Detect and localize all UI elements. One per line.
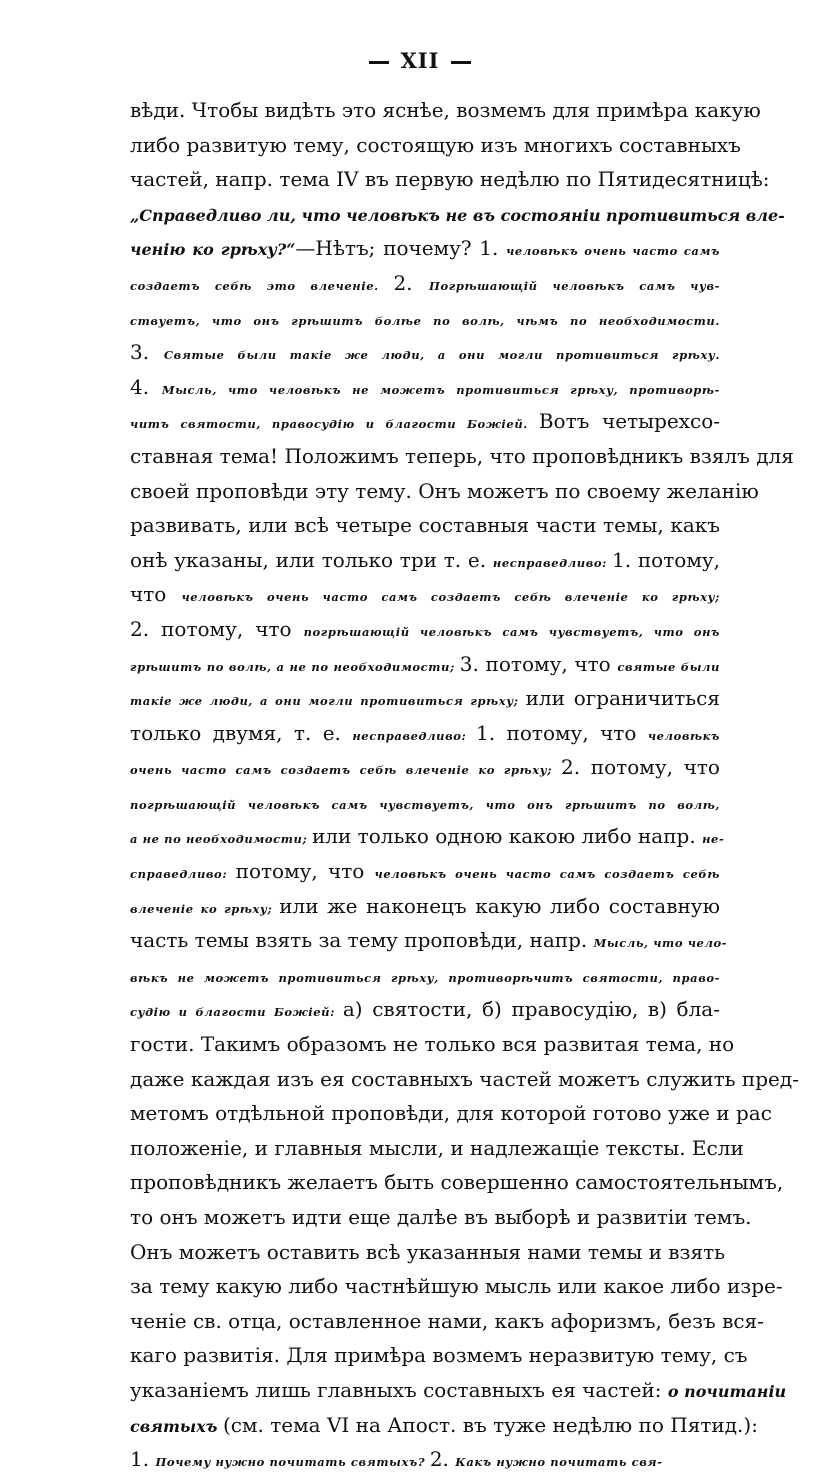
text-segment: проповѣдникъ желаетъ быть совершенно самостоятельнымъ, [130, 1170, 784, 1195]
text-line [130, 197, 785, 232]
emphasis-segment: ченiю ко грѣху?“ [130, 240, 296, 260]
small-type-segment: судiю и благости Божiей: [130, 1005, 343, 1020]
text-segment: даже каждая изъ ея составныхъ частей можетъ служить пред- [130, 1066, 799, 1091]
text-segment: ставная тема! Положимъ теперь, что проповѣдникъ взялъ для [130, 443, 794, 468]
text-segment: каго развитiя. Для примѣра возмемъ неразвитую тему, съ [130, 1343, 748, 1368]
small-type-segment: Погрѣшающiй человѣкъ самъ чув- [429, 278, 720, 293]
text-line [130, 716, 720, 751]
small-type-segment: Какъ нужно почитать свя- [455, 1455, 663, 1470]
text-line [130, 1408, 758, 1443]
text-line [130, 1269, 783, 1304]
text-line [130, 439, 794, 474]
small-type-segment: такiе же люди, а они могли противиться грѣху; [130, 694, 526, 709]
text-line [130, 889, 720, 924]
emphasis-segment: о почитанiи [667, 1381, 787, 1401]
text-line [130, 266, 720, 301]
text-segment: частей, напр. тема IV въ первую недѣлю по Пятидесятницѣ: [130, 167, 770, 192]
text-line [130, 992, 720, 1027]
text-segment: то онъ можетъ идти еще далѣе въ выборѣ и развитiи темъ. [130, 1205, 752, 1229]
text-line [130, 404, 720, 439]
text-segment: онѣ указаны, или только три т. е. [130, 547, 493, 572]
text-line [130, 1096, 772, 1131]
text-line [130, 1304, 764, 1339]
small-type-segment: ствуетъ, что онъ грѣшитъ болѣе по волѣ, чѣмъ по необходимости. [130, 313, 720, 328]
text-segment: указанiемъ лишь главныхъ составныхъ ея частей: [130, 1377, 668, 1402]
small-type-segment: читъ святости, правосудiю и благости Божiей. [130, 417, 539, 432]
text-segment: или только одною какою либо напр. [311, 824, 703, 849]
small-type-segment: погрѣшающiй человѣкъ самъ чувствуетъ, что онъ грѣшитъ по волѣ, [130, 797, 720, 812]
small-type-segment: человѣкъ очень часто самъ создаетъ себѣ [374, 867, 720, 882]
text-segment: вѣди. Чтобы видѣть это яснѣе, возмемъ для примѣра какую [130, 98, 761, 122]
small-type-segment: Мысль, что человѣкъ не можетъ противиться грѣху, противорѣ- [161, 382, 720, 397]
text-line [130, 543, 720, 578]
left-dash [369, 61, 389, 64]
page-number: XII [400, 48, 440, 73]
text-segment: что [130, 582, 182, 607]
text-line [130, 474, 759, 509]
text-line [130, 1338, 748, 1373]
small-type-segment: а не по необходимости; [130, 832, 312, 847]
text-segment: (см. тема VI на Апост. въ туже недѣлю по Пятид.): [222, 1412, 758, 1437]
small-type-segment: очень часто самъ создаетъ себѣ влеченiе ко грѣху; [130, 763, 562, 778]
small-type-segment: Святые были такiе же люди, а они могли противиться грѣху. [163, 348, 720, 363]
text-segment: 2. [393, 270, 430, 295]
text-line [130, 612, 720, 647]
text-line [130, 1200, 752, 1235]
text-line [130, 162, 770, 197]
page-header [0, 48, 840, 73]
text-line [130, 750, 720, 785]
text-line [130, 854, 720, 889]
text-line [130, 923, 728, 958]
text-segment: только двумя, т. е. [130, 720, 353, 745]
small-type-segment: не- [702, 832, 725, 847]
text-segment: 1. потому, что [476, 720, 648, 745]
text-segment: 1. потому, [611, 547, 720, 572]
small-type-segment: несправедливо: [492, 555, 612, 570]
text-segment: 4. [130, 374, 162, 399]
text-segment: гости. Такимъ образомъ не только вся развитая тема, но [130, 1032, 735, 1057]
text-segment: 2. потому, что [130, 616, 304, 641]
text-segment: Онъ можетъ оставить всѣ указанныя нами темы и взять [130, 1239, 726, 1264]
text-line [130, 958, 720, 993]
text-line [130, 301, 720, 336]
text-segment: Вотъ четырехсо- [538, 409, 721, 434]
text-segment: своей проповѣди эту тему. Онъ можетъ по своему желанiю [130, 478, 759, 503]
text-segment: 1. [130, 1447, 156, 1472]
small-type-segment: вѣкъ не можетъ противиться грѣху, противорѣчитъ святости, право- [130, 970, 720, 985]
text-segment: 3. потому, что [459, 651, 618, 676]
small-type-segment: человѣкъ очень часто самъ [506, 244, 720, 259]
text-line [130, 1165, 784, 1200]
small-type-segment: Почему нужно почитать святыхъ? [155, 1455, 430, 1470]
emphasis-segment: „Справедливо ли, что человѣкъ не въ состоянiи противиться вле- [130, 205, 785, 225]
text-segment: потому, что [235, 859, 375, 884]
emphasis-segment: святыхъ [130, 1416, 223, 1436]
text-line [130, 128, 741, 163]
text-line [130, 785, 720, 820]
text-segment: метомъ отдѣльной проповѣди, для которой готово уже и рас [130, 1101, 772, 1126]
right-dash [451, 61, 471, 64]
small-type-segment: справедливо: [130, 867, 236, 882]
text-segment: 3. [130, 340, 164, 365]
text-segment: часть темы взять за тему проповѣди, напр. [130, 928, 594, 953]
text-segment: либо развитую тему, состоящую изъ многихъ составныхъ [130, 132, 741, 157]
text-line [130, 1062, 799, 1097]
text-line [130, 819, 725, 854]
text-line [130, 231, 720, 266]
text-line [130, 647, 720, 682]
text-segment: 2. потому, что [561, 755, 720, 780]
text-segment: развивать, или всѣ четыре составныя части темы, какъ [130, 513, 720, 538]
small-type-segment: грѣшитъ по волѣ, а не по необходимости; [130, 659, 460, 674]
small-type-segment: человѣкъ [647, 728, 721, 743]
text-segment: за тему какую либо частнѣйшую мысль или какое либо изре- [130, 1274, 783, 1299]
text-line [130, 577, 720, 612]
text-line [130, 508, 720, 543]
text-line [130, 1373, 787, 1408]
small-type-segment: Мысль, что чело- [593, 936, 728, 951]
small-type-segment: святые были [617, 659, 720, 674]
page-body-text [130, 93, 799, 1477]
small-type-segment: человѣкъ очень часто самъ создаетъ себѣ влеченiе ко грѣху; [181, 590, 720, 605]
text-line [130, 93, 761, 128]
text-line [130, 681, 720, 716]
text-segment: ченiе св. отца, оставленное нами, какъ афоризмъ, безъ вся- [130, 1308, 764, 1333]
small-type-segment: влеченiе ко грѣху; [130, 901, 280, 916]
text-line [130, 1235, 726, 1270]
text-segment: а) святости, б) правосудiю, в) бла- [342, 997, 720, 1022]
text-segment: или же наконецъ какую либо составную [279, 893, 720, 918]
text-segment: положенiе, и главныя мысли, и надлежащiе тексты. Если [130, 1135, 744, 1160]
text-segment: 2. [429, 1447, 456, 1472]
text-segment: или ограничиться [525, 686, 720, 711]
text-segment: —Нѣтъ; почему? 1. [295, 236, 507, 261]
text-line [130, 1027, 735, 1062]
text-line [130, 335, 720, 370]
small-type-segment: несправедливо: [352, 728, 477, 743]
text-line [130, 370, 720, 405]
small-type-segment: создаетъ себѣ это влеченiе. [130, 278, 394, 293]
text-line [130, 1442, 720, 1477]
small-type-segment: погрѣшающiй человѣкъ самъ чувствуетъ, что онъ [303, 624, 721, 639]
text-line [130, 1131, 744, 1166]
